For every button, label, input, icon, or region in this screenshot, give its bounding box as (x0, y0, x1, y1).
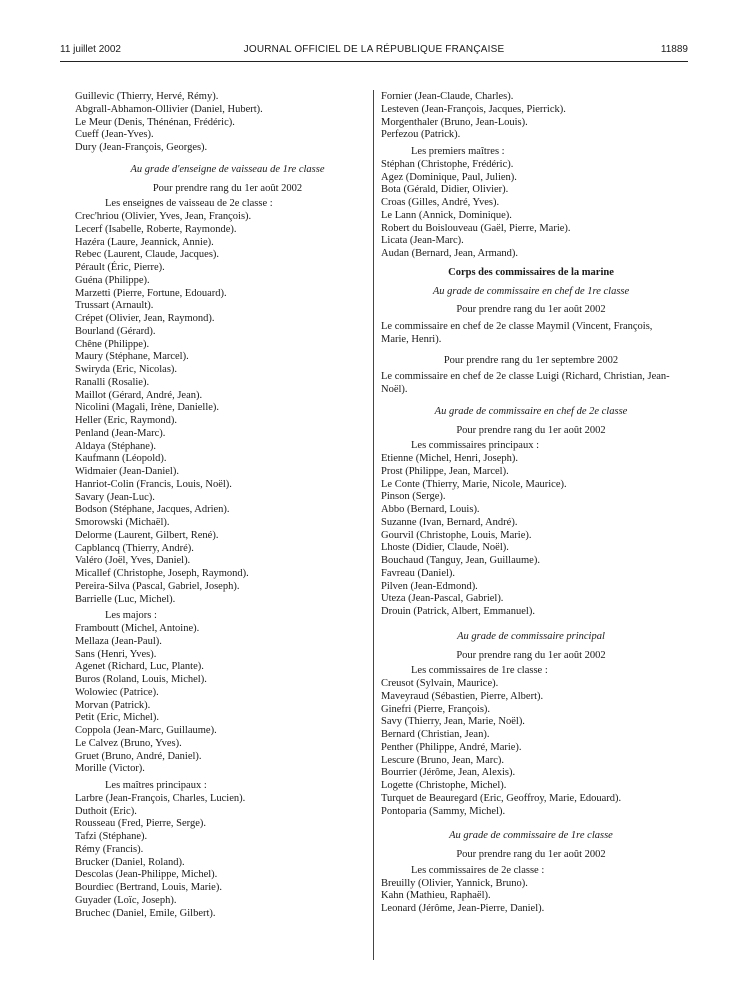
list-item: Stéphan (Christophe, Frédéric). (381, 158, 514, 170)
list-item: Kahn (Mathieu, Raphaël). (381, 890, 491, 902)
rang-date-1: Pour prendre rang du 1er août 2002 (456, 304, 606, 316)
list-item: Maillot (Gérard, André, Jean). (75, 389, 203, 401)
list-item: Gourvil (Christophe, Louis, Marie). (381, 529, 532, 541)
list-item: Trussart (Arnault). (75, 300, 154, 312)
list-item: Rémy (Francis). (75, 843, 144, 855)
list-item: Pereira-Silva (Pascal, Gabriel, Joseph). (75, 580, 240, 592)
list-item: Pontoparia (Sammy, Michel). (381, 805, 506, 817)
list-item: Bruchec (Daniel, Emile, Gilbert). (75, 907, 216, 919)
list-item: Bota (Gérald, Didier, Olivier). (381, 184, 509, 196)
list-item: Uteza (Jean-Pascal, Gabriel). (381, 593, 504, 605)
names-list-enseignes (75, 211, 380, 606)
list-item: Logette (Christophe, Michel). (381, 780, 507, 791)
list-item: Favreau (Daniel). (381, 567, 456, 579)
list-item: Rebec (Laurent, Claude, Jacques). (75, 249, 220, 261)
left-column (75, 91, 380, 920)
list-item: Turquet de Beauregard (Eric, Geoffroy, Marie, Edouard). (381, 792, 622, 804)
rang-date-3: Pour prendre rang du 1er août 2002 (456, 649, 606, 661)
list-item: Pérault (Éric, Pierre). (75, 262, 165, 273)
list-item: Abbo (Bernard, Louis). (381, 504, 480, 515)
grade-heading-chef-2e: Au grade de commissaire en chef de 2e classe (434, 405, 628, 417)
grade-heading-1re-classe: Au grade de commissaire de 1re classe (449, 830, 613, 842)
list-item: Aldaya (Stéphane). (75, 440, 157, 452)
list-item: Agenet (Richard, Luc, Plante). (75, 661, 204, 673)
rang-date-2: Pour prendre rang du 1er août 2002 (456, 424, 606, 436)
list-item: Lecerf (Isabelle, Roberte, Raymonde). (75, 223, 237, 235)
list-item: Ginefri (Pierre, François). (381, 703, 491, 715)
names-list-commissaires-1re (381, 678, 681, 818)
list-item: Sans (Henri, Yves). (75, 648, 157, 660)
list-item: Savy (Thierry, Jean, Marie, Noël). (381, 716, 525, 728)
subheading-commissaires-2e: Les commissaires de 2e classe : (411, 864, 545, 876)
grade-heading-enseigne: Au grade d'enseigne de vaisseau de 1re classe (130, 163, 325, 175)
grade-heading-chef-1re: Au grade de commissaire en chef de 1re classe (432, 285, 630, 297)
list-item: Guyader (Loïc, Joseph). (75, 894, 177, 906)
list-item: Ranalli (Rosalie). (75, 376, 150, 388)
list-item: Brucker (Daniel, Roland). (75, 856, 185, 868)
list-item: Guillevic (Thierry, Hervé, Rémy). (75, 91, 219, 102)
list-item: Lhoste (Didier, Claude, Noël). (381, 542, 509, 554)
list-item: Duthoit (Eric). (75, 805, 137, 817)
list-item: Smorowski (Michaël). (75, 517, 170, 528)
list-item: Audan (Bernard, Jean, Armand). (381, 248, 519, 259)
list-item: Hanriot-Colin (Francis, Louis, Noël). (75, 478, 232, 490)
nomination-luigi: Le commissaire en chef de 2e classe Luigi (Richard, Christian, Jean-Noël). (381, 371, 670, 395)
names-list-top-right (381, 91, 681, 142)
list-item: Widmaier (Jean-Daniel). (75, 466, 179, 477)
list-item: Crépet (Olivier, Jean, Raymond). (75, 313, 215, 324)
subheading-majors: Les majors : (105, 610, 157, 622)
list-item: Lesteven (Jean-François, Jacques, Pierrick). (381, 103, 566, 115)
list-item: Gruet (Bruno, André, Daniel). (75, 750, 202, 762)
rang-date: Pour prendre rang du 1er août 2002 (152, 182, 303, 194)
list-item: Pilven (Jean-Edmond). (381, 580, 478, 592)
list-item: Chêne (Philippe). (75, 338, 150, 350)
list-item: Penther (Philippe, André, Marie). (381, 741, 522, 753)
list-item: Framboutt (Michel, Antoine). (75, 623, 200, 634)
names-list-majors (75, 623, 380, 776)
list-item: Fornier (Jean-Claude, Charles). (381, 91, 514, 102)
list-item: Morvan (Patrick). (75, 699, 151, 711)
list-item: Savary (Jean-Luc). (75, 491, 155, 503)
list-item: Abgrall-Abhamon-Ollivier (Daniel, Hubert). (75, 103, 263, 115)
grade-heading-principal: Au grade de commissaire principal (457, 630, 605, 642)
subheading-maitres: Les maîtres principaux : (105, 780, 207, 791)
list-item: Agez (Dominique, Paul, Julien). (381, 171, 517, 183)
list-item: Descolas (Jean-Philippe, Michel). (75, 869, 218, 881)
list-item: Hazéra (Laure, Jeannick, Annie). (75, 236, 214, 248)
list-item: Creusot (Sylvain, Maurice). (381, 678, 499, 689)
list-item: Bourrier (Jérôme, Jean, Alexis). (381, 767, 516, 779)
names-list-commissaires-2e (381, 878, 681, 916)
list-item: Coppola (Jean-Marc, Guillaume). (75, 725, 217, 736)
list-item: Breuilly (Olivier, Yannick, Bruno). (381, 877, 528, 889)
subheading-commissaires-1re: Les commissaires de 1re classe : (411, 665, 548, 677)
page-header (60, 44, 688, 60)
names-list-commissaires-principaux (381, 453, 681, 619)
list-item: Cueff (Jean-Yves). (75, 129, 154, 141)
list-item: Bouchaud (Tanguy, Jean, Guillaume). (381, 555, 540, 566)
header-rule (60, 61, 688, 62)
list-item: Bodson (Stéphane, Jacques, Adrien). (75, 504, 230, 516)
list-item: Petit (Eric, Michel). (75, 712, 159, 724)
list-item: Heller (Eric, Raymond). (75, 415, 178, 426)
list-item: Barrielle (Luc, Michel). (75, 593, 176, 605)
list-item: Pinson (Serge). (381, 491, 446, 503)
subheading-premiers-maitres: Les premiers maîtres : (411, 146, 505, 157)
list-item: Le Lann (Annick, Dominique). (381, 209, 512, 221)
list-item: Wolowiec (Patrice). (75, 686, 159, 698)
list-item: Swiryda (Eric, Nicolas). (75, 364, 178, 375)
corps-heading: Corps des commissaires de la marine (448, 266, 614, 278)
list-item: Mellaza (Jean-Paul). (75, 635, 162, 647)
names-list-top-left (75, 91, 380, 155)
list-item: Perfezou (Patrick). (381, 129, 461, 141)
list-item: Delorme (Laurent, Gilbert, René). (75, 529, 219, 541)
issue-date: 11 juillet 2002 (60, 44, 121, 55)
list-item: Kaufmann (Léopold). (75, 453, 167, 465)
names-list-maitres (75, 793, 380, 921)
list-item: Bourdiec (Bertrand, Louis, Marie). (75, 882, 222, 893)
list-item: Licata (Jean-Marc). (381, 235, 464, 247)
list-item: Marzetti (Pierre, Fortune, Edouard). (75, 287, 227, 299)
list-item: Penland (Jean-Marc). (75, 427, 166, 439)
list-item: Morille (Victor). (75, 763, 145, 775)
right-column (381, 91, 681, 916)
list-item: Larbre (Jean-François, Charles, Lucien). (75, 792, 246, 804)
list-item: Dury (Jean-François, Georges). (75, 142, 208, 153)
list-item: Croas (Gilles, André, Yves). (381, 197, 500, 208)
list-item: Nicolini (Magali, Irène, Danielle). (75, 402, 220, 414)
list-item: Prost (Philippe, Jean, Marcel). (381, 465, 509, 477)
list-item: Tafzi (Stéphane). (75, 831, 148, 842)
page-number: 11889 (660, 44, 688, 55)
nomination-maymil: Le commissaire en chef de 2e classe Maymil (Vincent, François, Marie, Henri). (381, 321, 653, 345)
names-list-premiers-maitres (381, 159, 681, 261)
list-item: Guéna (Philippe). (75, 274, 150, 286)
list-item: Rousseau (Fred, Pierre, Serge). (75, 818, 207, 830)
list-item: Valéro (Joël, Yves, Daniel). (75, 555, 191, 567)
list-item: Etienne (Michel, Henri, Joseph). (381, 453, 519, 464)
rang-date-4: Pour prendre rang du 1er août 2002 (456, 849, 606, 860)
list-item: Crec'hriou (Olivier, Yves, Jean, François). (75, 211, 252, 222)
list-item: Bourland (Gérard). (75, 325, 156, 337)
list-item: Maveyraud (Sébastien, Pierre, Albert). (381, 690, 544, 702)
list-item: Leonard (Jérôme, Jean-Pierre, Daniel). (381, 903, 545, 914)
list-item: Maury (Stéphane, Marcel). (75, 351, 189, 363)
list-item: Micallef (Christophe, Joseph, Raymond). (75, 568, 249, 579)
list-item: Suzanne (Ivan, Bernard, André). (381, 516, 518, 528)
list-item: Bernard (Christian, Jean). (381, 729, 490, 740)
list-item: Drouin (Patrick, Albert, Emmanuel). (381, 606, 535, 617)
list-item: Le Calvez (Bruno, Yves). (75, 737, 182, 749)
list-item: Capblancq (Thierry, André). (75, 542, 194, 554)
rang-date-1b: Pour prendre rang du 1er septembre 2002 (443, 354, 619, 366)
list-item: Lescure (Bruno, Jean, Marc). (381, 754, 505, 766)
list-item: Buros (Roland, Louis, Michel). (75, 674, 207, 685)
list-item: Robert du Boislouveau (Gaël, Pierre, Marie). (381, 222, 571, 234)
journal-title: JOURNAL OFFICIEL DE LA RÉPUBLIQUE FRANÇAISE (243, 44, 505, 55)
subheading-commissaires-principaux: Les commissaires principaux : (411, 440, 540, 452)
subheading-enseignes: Les enseignes de vaisseau de 2e classe : (105, 198, 273, 210)
list-item: Le Conte (Thierry, Marie, Nicole, Maurice). (381, 478, 567, 490)
list-item: Le Meur (Denis, Thénénan, Frédéric). (75, 116, 235, 128)
list-item: Morgenthaler (Bruno, Jean-Louis). (381, 116, 528, 128)
